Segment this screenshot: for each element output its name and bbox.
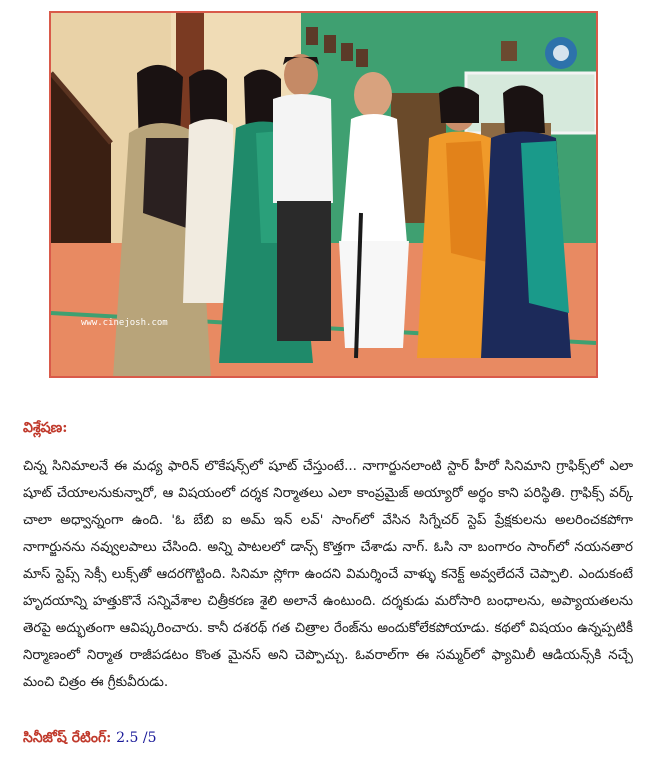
family-group-photo <box>51 13 596 376</box>
review-paragraph: చిన్న సినిమాలనే ఈ మధ్య ఫారిన్ లొకేషన్స్‌లో షూట్ చేస్తుంటే... నాగార్జునలాంటి స్టార్ హీరో సినిమాని గ్రాఫిక్స్‌లో ఎలా షూట్ చేయాలనుకున్నారో, ఆ విషయంలో దర్శక నిర్మాతలు ఎలా కాంప్రమైజ్ అయ్యారో అర్థం కాని పరిస్థితి. గ్రాఫిక్స్ వర్క్ చాలా అధ్వాన్నంగా ఉంది. 'ఓ బేబి ఐ అమ్ ఇన్ లవ్' సాంగ్‌లో వేసిన సిగ్నేచర్ స్టెప్ ప్రేక్షకులను అలరించకపోగా నాగార్జునను నవ్వులపాలు చేసింది. అన్ని పాటలలో డాన్స్ కొత్తగా చేశాడు నాగ్. ఓసి నా బంగారం సాంగ్‌లో నయనతార మాస్ స్టెప్స్ సెక్సీ లుక్స్‌తో ఆదరగొట్టింది. సినిమా స్లోగా ఉందని విమర్శించే వాళ్ళు కనెక్ట్ అవ్వలేదనే చెప్పాలి. ఎందుకంటే హృదయాన్ని హత్తుకొనే సన్నివేశాల చిత్రీకరణ శైలి అలానే ఉంటుంది. దర్శకుడు మరోసారి బంధాలను, అప్యాయతలను తెరపై అద్భుతంగా ఆవిష్కరించారు. కానీ దశరథ్ గత చిత్రాల రేంజ్‌ను అందుకోలేకపోయాడు. కథలో విషయం ఉన్నప్పటికీ నిర్మాణంలో నిర్మాత రాజీపడటం కొంత మైనస్ అని చెప్పొచ్చు. ఓవరాల్‌గా ఈ సమ్మర్‌లో ఫ్యామిలీ ఆడియన్స్‌కి నచ్చే మంచి చిత్రం ఈ గ్రీకువీరుడు. <box>23 459 633 690</box>
photo-watermark: www.cinejosh.com <box>81 318 168 328</box>
analysis-heading: విశ్లేషణ: <box>23 420 68 436</box>
rating-line <box>23 730 157 749</box>
rating-label: సినీజోష్ రేటింగ్: <box>23 730 112 746</box>
movie-still-photo <box>49 11 598 378</box>
rating-value: 2.5 /5 <box>116 730 157 746</box>
